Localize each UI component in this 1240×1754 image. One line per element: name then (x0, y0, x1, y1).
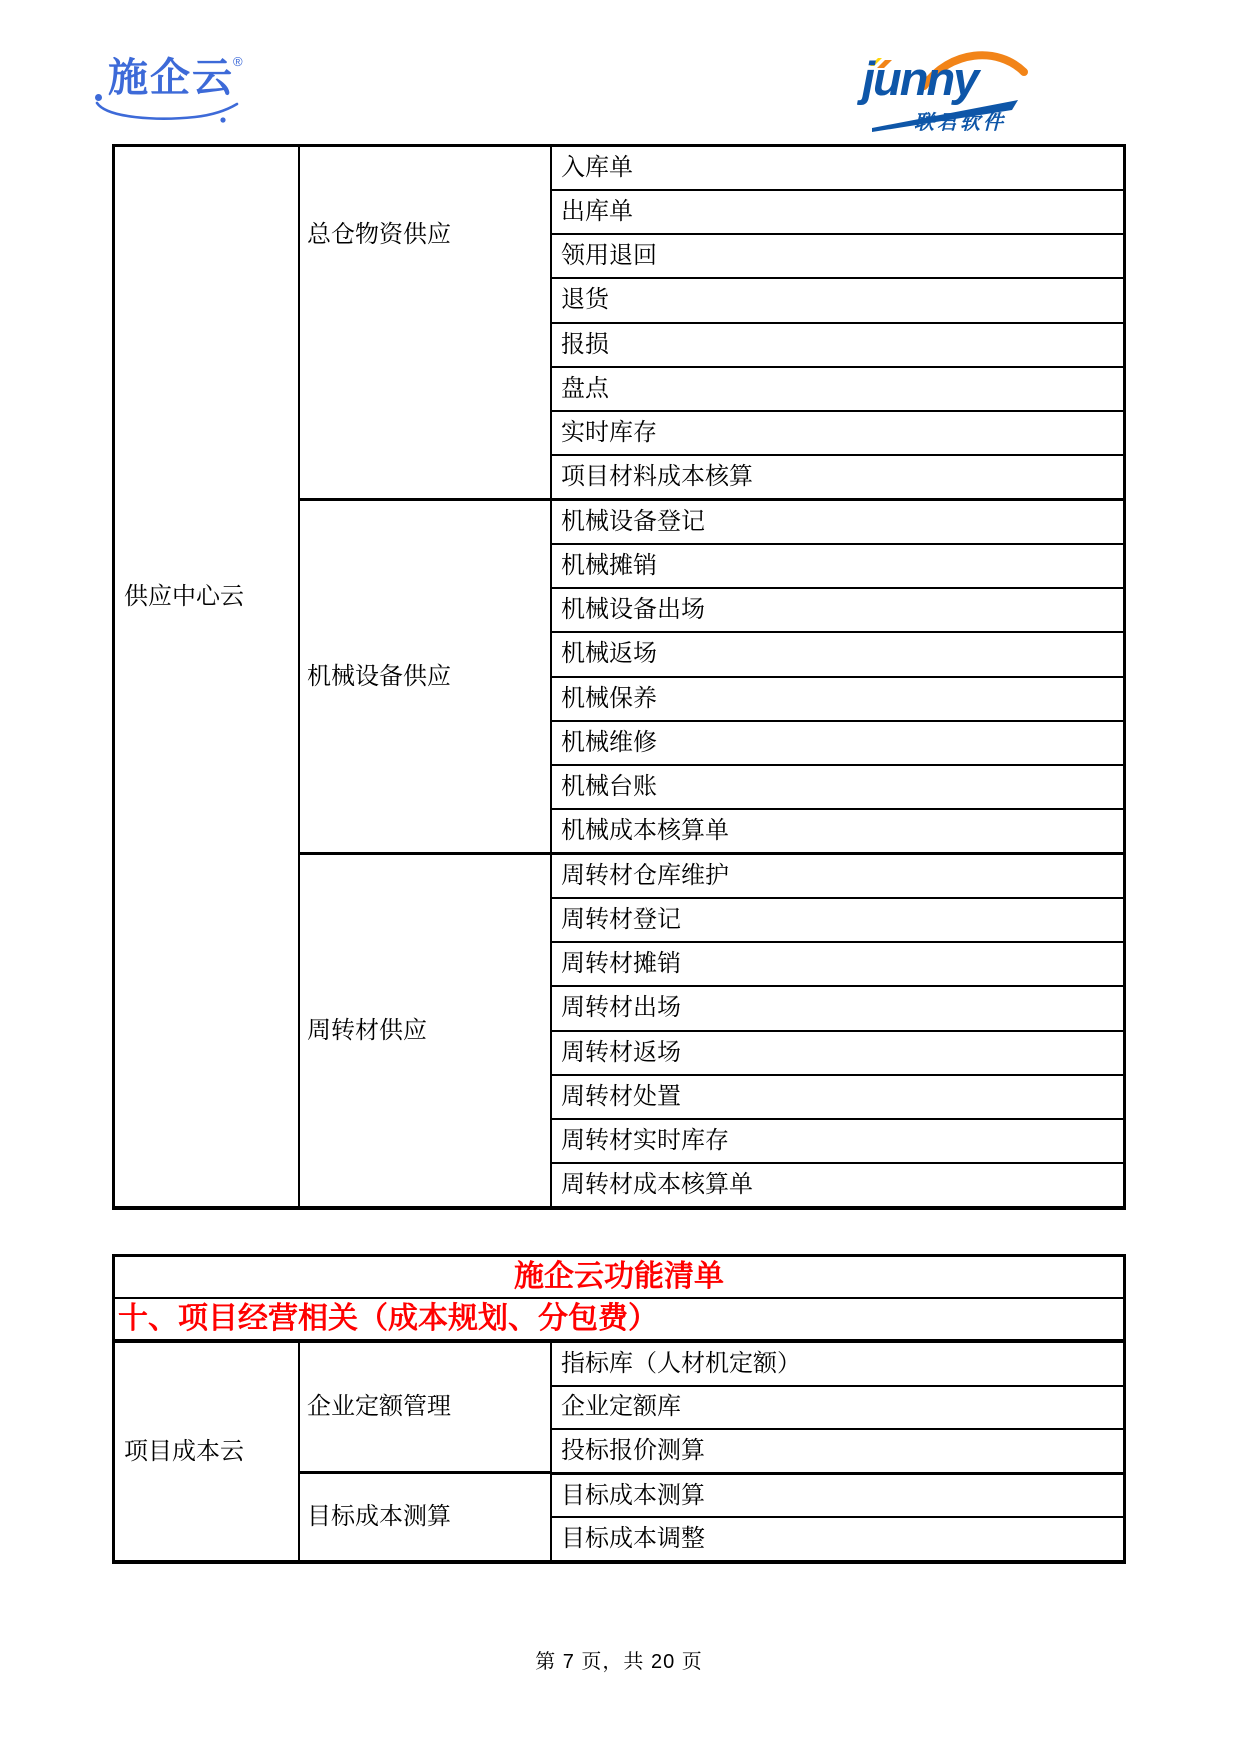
table2-col3 (552, 1343, 1123, 1560)
function-list-table (112, 1254, 1126, 1564)
table1-col2 (300, 147, 552, 1206)
table-row (552, 368, 1123, 412)
table-row (552, 501, 1123, 545)
table-row (552, 899, 1123, 943)
row-label: 周转材实时库存 (561, 1126, 729, 1154)
table-row (552, 722, 1123, 766)
junny-logo-text: junny (862, 52, 978, 105)
row-label: 实时库存 (561, 418, 657, 446)
table2-col1-cell (115, 1343, 300, 1560)
table-row (552, 633, 1123, 677)
table1-section-machinery (300, 501, 550, 855)
table-row (552, 810, 1123, 855)
table2-col2 (300, 1343, 552, 1560)
row-label: 机械维修 (561, 728, 657, 756)
row-label: 机械台账 (561, 772, 657, 800)
table2-section-quota (300, 1343, 550, 1474)
shiqiyun-logo-text: 施企云 (108, 56, 234, 100)
row-label: 出库单 (561, 198, 633, 226)
page-number-footer: 第 7 页，共 20 页 (535, 1651, 703, 1673)
table2-title: 施企云功能清单 (514, 1260, 724, 1293)
table1-col1-label: 供应中心云 (124, 582, 244, 610)
section-label: 机械设备供应 (307, 662, 451, 690)
section-label: 总仓物资供应 (307, 220, 451, 248)
row-label: 盘点 (561, 374, 609, 402)
row-label: 领用退回 (561, 242, 657, 270)
row-label: 周转材成本核算单 (561, 1170, 753, 1198)
row-label: 企业定额库 (561, 1393, 681, 1421)
table2-col1-label: 项目成本云 (124, 1437, 244, 1465)
table-row (552, 1387, 1123, 1431)
table-row (552, 235, 1123, 279)
table-row (552, 1164, 1123, 1206)
table-row (552, 589, 1123, 633)
row-label: 目标成本调整 (561, 1525, 705, 1553)
table-row (552, 412, 1123, 456)
row-label: 报损 (561, 330, 609, 358)
row-label: 机械保养 (561, 684, 657, 712)
table-row (552, 545, 1123, 589)
row-label: 周转材返场 (561, 1038, 681, 1066)
table2-section-title-row (115, 1299, 1123, 1343)
row-label: 周转材仓库维护 (561, 862, 729, 890)
table-row (552, 678, 1123, 722)
row-label: 机械返场 (561, 640, 657, 668)
table-row (552, 943, 1123, 987)
row-label: 投标报价测算 (561, 1436, 705, 1464)
table1-section-turnover (300, 855, 550, 1206)
row-label: 项目材料成本核算 (561, 462, 753, 490)
table-row (552, 855, 1123, 899)
table2-title-row (115, 1257, 1123, 1299)
row-label: 周转材出场 (561, 994, 681, 1022)
table1-col1-cell (115, 147, 300, 1206)
table-row (552, 324, 1123, 368)
row-label: 机械设备登记 (561, 508, 705, 536)
section-label: 周转材供应 (307, 1016, 427, 1044)
registered-mark: ® (233, 54, 243, 69)
row-label: 退货 (561, 286, 609, 314)
table-row (552, 1076, 1123, 1120)
table-row (552, 147, 1123, 191)
table-row (552, 1120, 1123, 1164)
junny-logo-subtext: 联君软件 (914, 112, 1006, 134)
junny-logo (862, 54, 1027, 134)
logo-swoosh-icon (95, 100, 245, 126)
supply-center-table (112, 144, 1126, 1210)
row-label: 机械成本核算单 (561, 816, 729, 844)
table-row (552, 766, 1123, 810)
section-label: 企业定额管理 (307, 1393, 451, 1421)
row-label: 机械设备出场 (561, 596, 705, 624)
table1-col3 (552, 147, 1123, 1206)
section-label: 目标成本测算 (307, 1503, 451, 1531)
table2-section-title: 十、项目经营相关（成本规划、分包费） (118, 1302, 658, 1335)
row-label: 周转材摊销 (561, 950, 681, 978)
table1-section-warehouse (300, 147, 550, 501)
table-row (552, 1518, 1123, 1560)
table-row (552, 1032, 1123, 1076)
table-row (552, 279, 1123, 323)
table-row (552, 191, 1123, 235)
table2-section-target-cost (300, 1474, 550, 1560)
table-row (552, 1430, 1123, 1475)
table-row (552, 456, 1123, 501)
row-label: 周转材处置 (561, 1082, 681, 1110)
row-label: 入库单 (561, 154, 633, 182)
table2-body (115, 1343, 1123, 1560)
table-row (552, 1343, 1123, 1387)
row-label: 目标成本测算 (561, 1481, 705, 1509)
table-row (552, 1475, 1123, 1519)
table-row (552, 987, 1123, 1031)
row-label: 机械摊销 (561, 552, 657, 580)
shiqiyun-logo (95, 56, 250, 124)
row-label: 周转材登记 (561, 906, 681, 934)
row-label: 指标库（人材机定额） (561, 1349, 801, 1377)
